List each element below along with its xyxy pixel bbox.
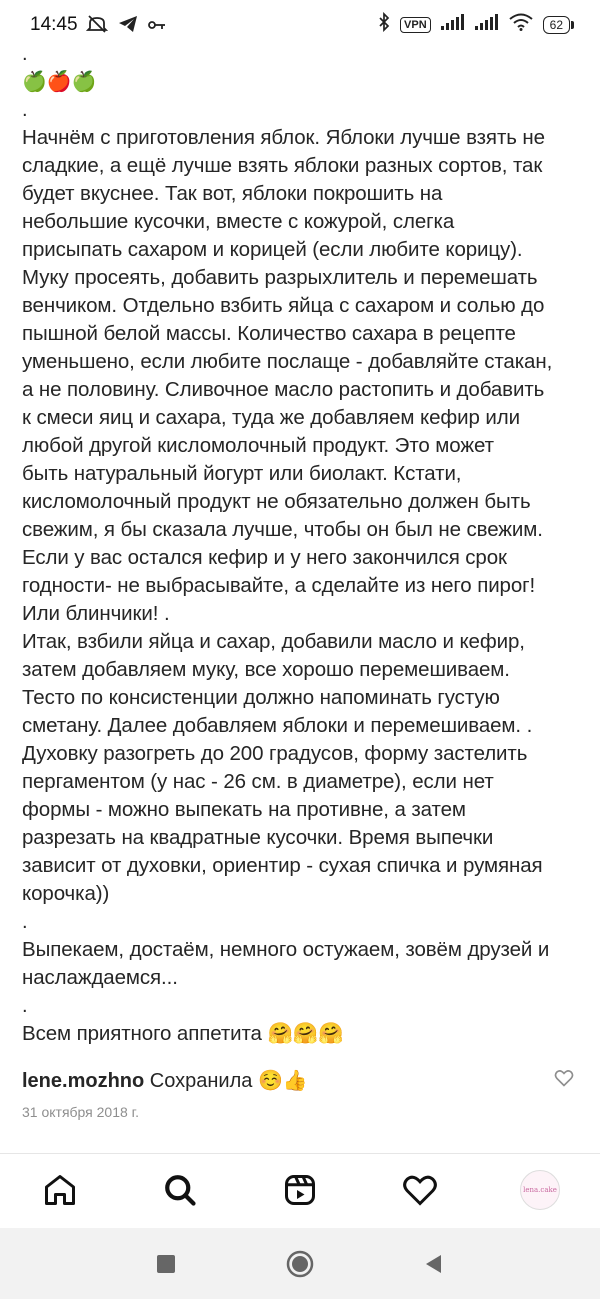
caption-line: Или блинчики! . <box>22 602 170 625</box>
comment-username[interactable]: lene.mozhno <box>22 1070 145 1092</box>
vpn-badge: VPN <box>400 17 431 33</box>
search-icon[interactable] <box>160 1170 200 1210</box>
caption-line: небольшие кусочки, вместе с кожурой, слегка <box>22 210 455 233</box>
caption-final-line <box>22 1020 582 1048</box>
post-date: 31 октября 2018 г. <box>22 1104 139 1120</box>
telegram-icon <box>118 15 138 38</box>
caption-line: Тесто по консистенции должно напоминать густую <box>22 686 500 709</box>
caption-line: к смеси яиц и сахара, туда же добавляем кефир или <box>22 406 520 429</box>
caption-dot: . <box>22 911 28 933</box>
status-right-icons <box>378 12 574 37</box>
caption-line: любой другой кисломолочный продукт. Это может <box>22 434 494 457</box>
signal-icon-2 <box>475 14 499 35</box>
battery-icon <box>543 16 574 34</box>
caption-line: присыпать сахаром и корицей (если любите корицу). <box>22 238 523 261</box>
caption-line: годности- не выбрасывайте, а сделайте из него пирог! <box>22 574 536 597</box>
signal-icon-1 <box>441 14 465 35</box>
caption-line: будет вкуснее. Так вот, яблоки покрошить на <box>22 182 443 205</box>
caption-line: формы - можно выпекать на противне, а затем <box>22 798 466 821</box>
mute-icon <box>86 14 108 39</box>
battery-level: 62 <box>543 16 570 34</box>
caption-dot: . <box>22 43 28 65</box>
caption-line: Выпекаем, достаём, немного остужаем, зовём друзей и <box>22 938 550 961</box>
back-triangle-icon[interactable] <box>420 1250 448 1278</box>
caption-line: венчиком. Отдельно взбить яйца с сахаром и солью до <box>22 294 545 317</box>
caption-line: зависит от духовки, ориентир - сухая спичка и румяная <box>22 854 543 877</box>
heart-icon[interactable] <box>400 1170 440 1210</box>
bottom-nav <box>0 1160 600 1224</box>
caption-line: Духовку разогреть до 200 градусов, форму застелить <box>22 742 528 765</box>
caption-line: Итак, взбили яйца и сахар, добавили масло и кефир, <box>22 630 525 653</box>
caption-line: уменьшено, если любите послаще - добавляйте стакан, <box>22 350 553 373</box>
caption-line: кисломолочный продукт не обязательно должен быть <box>22 490 531 513</box>
home-icon[interactable] <box>40 1170 80 1210</box>
comment-text: Сохранила <box>149 1070 253 1092</box>
nav-divider <box>0 1153 600 1154</box>
caption-line: Начнём с приготовления яблок. Яблоки лучше взять не <box>22 126 545 149</box>
square-icon[interactable] <box>152 1250 180 1278</box>
status-time: 14:45 <box>30 14 78 35</box>
caption-line: сладкие, а ещё лучше взять яблоки разных сортов, так <box>22 154 543 177</box>
caption-line: пышной белой массы. Количество сахара в рецепте <box>22 322 516 345</box>
caption-line: наслаждаемся... <box>22 966 178 989</box>
caption-line: свежим, я бы сказала лучше, чтобы он был не свежим. <box>22 518 543 541</box>
circle-icon[interactable] <box>286 1250 314 1278</box>
caption-line: Если у вас остался кефир и у него закончился срок <box>22 546 507 569</box>
avatar: lena.cake <box>520 1170 560 1210</box>
comment-row <box>22 1066 582 1096</box>
caption-line: затем добавляем муку, все хорошо перемешиваем. <box>22 658 510 681</box>
caption-dot: . <box>22 99 28 121</box>
caption-emojis: 🍏🍎🍏 <box>22 71 97 93</box>
caption-line: разрезать на квадратные кусочки. Время выпечки <box>22 826 494 849</box>
comment-emojis: ☺️👍 <box>257 1070 308 1092</box>
post-caption <box>22 40 582 1048</box>
final-emojis: 🤗🤗🤗 <box>267 1022 344 1045</box>
caption-line: пергаментом (у нас - 26 см. в диаметре), если нет <box>22 770 494 793</box>
caption-dot: . <box>22 995 28 1017</box>
caption-line: а не половину. Сливочное масло растопить и добавить <box>22 378 545 401</box>
key-icon <box>148 18 166 36</box>
caption-line: Муку просеять, добавить разрыхлитель и перемешать <box>22 266 538 289</box>
caption-line: корочка)) <box>22 882 110 905</box>
system-nav-bar <box>0 1228 600 1299</box>
caption-line: быть натуральный йогурт или биолакт. Кстати, <box>22 462 462 485</box>
reels-icon[interactable] <box>280 1170 320 1210</box>
caption-paragraph <box>22 124 582 908</box>
caption-line: сметану. Далее добавляем яблоки и перемешиваем. . <box>22 714 533 737</box>
bluetooth-icon <box>378 12 390 37</box>
final-text: Всем приятного аппетита <box>22 1022 262 1045</box>
wifi-icon <box>509 13 533 36</box>
profile-avatar[interactable] <box>520 1170 560 1210</box>
comment-like-heart-icon[interactable] <box>554 1068 574 1088</box>
status-left-icons <box>86 14 166 39</box>
